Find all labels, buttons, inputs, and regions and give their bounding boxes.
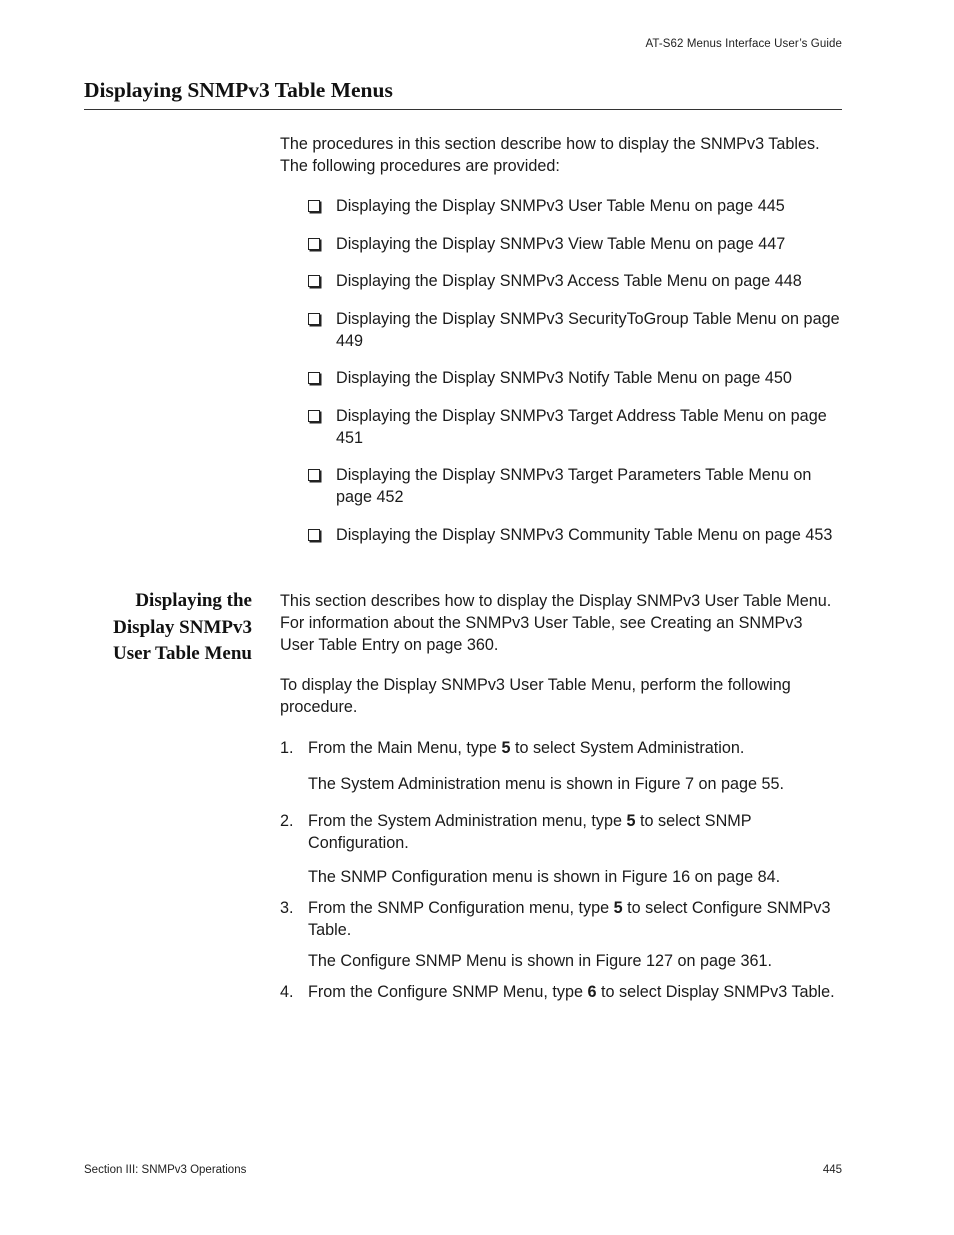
list-item (306, 464, 846, 508)
step-text (280, 737, 840, 759)
step-text-part: From the SNMP Configuration menu, type (308, 899, 614, 917)
step-number: 4. (280, 983, 294, 1001)
step-text (280, 810, 840, 854)
list-item (306, 367, 846, 389)
step-number: 1. (280, 739, 294, 757)
procedure-list (306, 195, 846, 561)
running-header: AT-S62 Menus Interface User’s Guide (645, 38, 842, 50)
list-item-text: Displaying the Display SNMPv3 SecurityToGroup Table Menu on page 449 (336, 309, 840, 350)
list-item (306, 524, 846, 546)
step-text-part: to select Display SNMPv3 Table. (596, 983, 835, 1001)
list-item-text: Displaying the Display SNMPv3 Notify Table Menu on page 450 (336, 369, 792, 387)
step-key: 5 (626, 812, 636, 830)
step-note: The System Administration menu is shown in Figure 7 on page 55. (308, 775, 784, 793)
step-text (280, 981, 840, 1003)
checkbox-bullet-icon (308, 238, 320, 250)
step-text-part: From the Main Menu, type (308, 739, 502, 757)
step-text (280, 897, 840, 941)
step-key: 6 (587, 983, 597, 1001)
checkbox-bullet-icon (308, 410, 320, 422)
list-item-text: Displaying the Display SNMPv3 Access Table Menu on page 448 (336, 272, 802, 290)
list-item (306, 270, 846, 292)
checkbox-bullet-icon (308, 372, 320, 384)
step-number: 2. (280, 812, 294, 830)
checkbox-bullet-icon (308, 313, 320, 325)
intro-paragraph: The procedures in this section describe how to display the SNMPv3 Tables. The following procedures are provided: (280, 135, 820, 175)
checkbox-bullet-icon (308, 469, 320, 481)
footer-page-number: 445 (822, 1164, 842, 1176)
subsection-heading-line: Display SNMPv3 (113, 616, 252, 638)
subsection-heading-line: User Table Menu (112, 643, 252, 664)
procedure-step (280, 810, 840, 854)
step-key: 5 (613, 899, 623, 917)
title-rule (84, 109, 842, 110)
step-text-part: From the System Administration menu, type (308, 812, 627, 830)
subsection-heading (60, 588, 252, 668)
subsection-paragraph: To display the Display SNMPv3 User Table Menu, perform the following procedure. (280, 676, 791, 716)
procedure-step (280, 737, 840, 759)
step-text-part: to select System Administration. (510, 739, 745, 757)
step-text-part: to select Configure SNMPv3 Table. (308, 899, 831, 939)
list-item-text: Displaying the Display SNMPv3 Target Parameters Table Menu on page 452 (336, 466, 812, 506)
step-note: The Configure SNMP Menu is shown in Figure 127 on page 361. (308, 952, 773, 970)
list-item (306, 195, 846, 217)
checkbox-bullet-icon (308, 200, 320, 212)
list-item-text: Displaying the Display SNMPv3 View Table Menu on page 447 (336, 234, 786, 253)
step-number: 3. (280, 899, 294, 917)
footer-section-label: Section III: SNMPv3 Operations (84, 1164, 247, 1176)
list-item-text: Displaying the Display SNMPv3 User Table Menu on page 445 (336, 197, 785, 215)
list-item (306, 233, 846, 255)
list-item-text: Displaying the Display SNMPv3 Community Table Menu on page 453 (336, 525, 833, 544)
step-key: 5 (501, 739, 511, 757)
checkbox-bullet-icon (308, 529, 320, 541)
step-text-part: From the Configure SNMP Menu, type (308, 983, 588, 1001)
list-item (306, 405, 846, 449)
subsection-paragraph: This section describes how to display the Display SNMPv3 User Table Menu. For information about the SNMPv3 User Table, see Creating an SNMPv3 User Table Entry on page 360. (280, 592, 832, 654)
section-title: Displaying SNMPv3 Table Menus (84, 78, 393, 102)
procedure-step (280, 897, 840, 941)
list-item-text: Displaying the Display SNMPv3 Target Address Table Menu on page 451 (336, 406, 827, 447)
list-item (306, 308, 846, 352)
procedure-step (280, 981, 840, 1003)
checkbox-bullet-icon (308, 275, 320, 287)
subsection-heading-line: Displaying the (135, 590, 252, 611)
step-text-part: to select SNMP Configuration. (308, 812, 752, 852)
step-note: The SNMP Configuration menu is shown in Figure 16 on page 84. (308, 868, 781, 886)
